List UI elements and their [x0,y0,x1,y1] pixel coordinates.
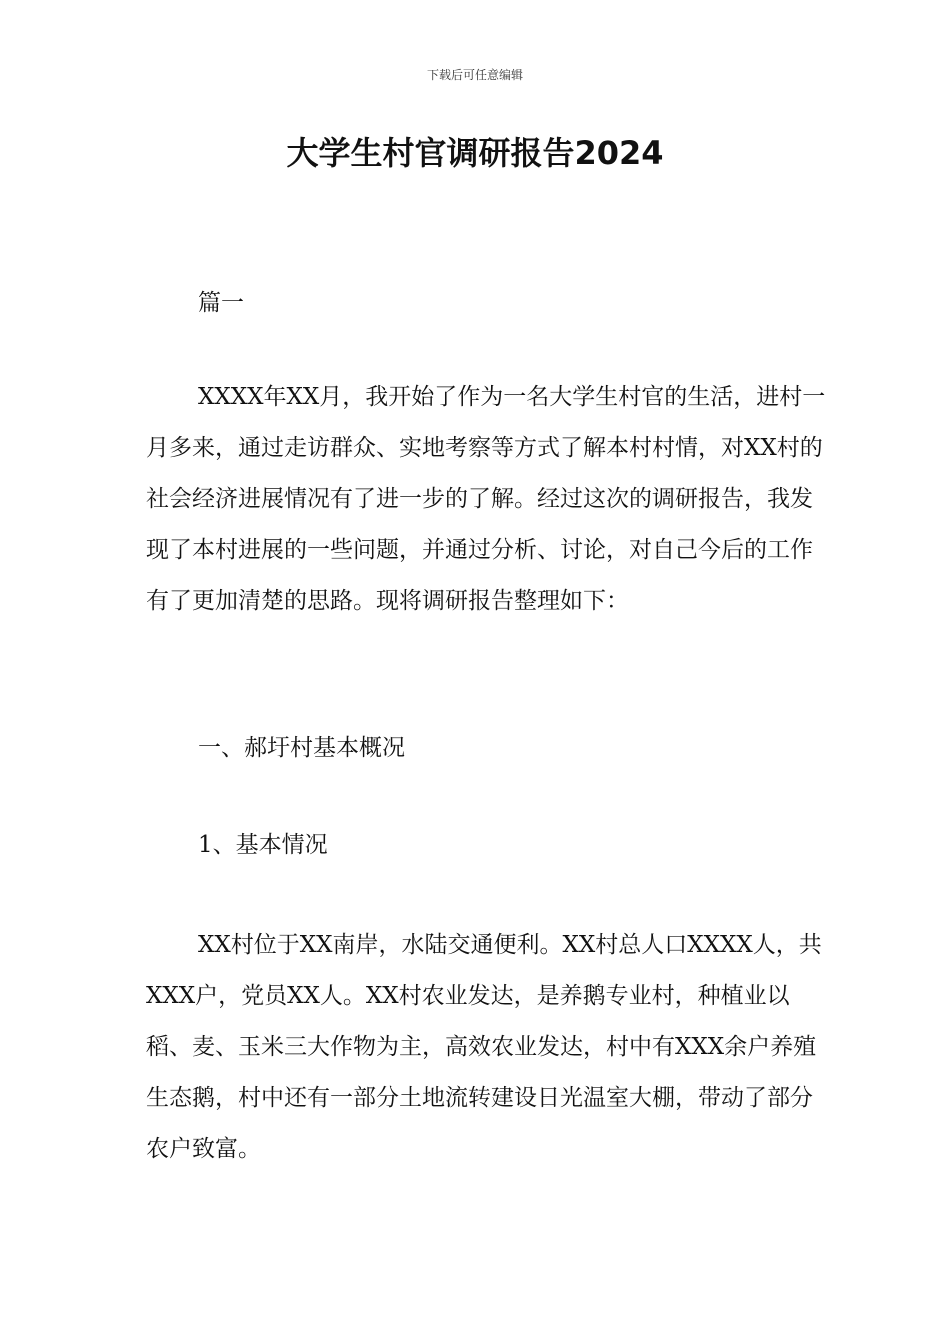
section-label: 篇一 [198,290,244,316]
section-heading-overview: 一、郝圩村基本概况 [198,735,405,761]
subsection-heading-basic: 1、基本情况 [198,832,328,858]
intro-paragraph: XXXX年XX月，我开始了作为一名大学生村官的生活，进村一月多来，通过走访群众、实地考察等方式了解本村村情，对XX村的社会经济进展情况有了进一步的了解。经过这次的调研报告，我发现了本村进展的一些问题，并通过分析、讨论，对自己今后的工作有了更加清楚的思路。现将调研报告整理如下： [146,384,826,614]
basic-info-paragraph: XX村位于XX南岸，水陆交通便利。XX村总人口XXXX人，共XXX户，党员XX人。XX村农业发达，是养鹅专业村，种植业以稻、麦、玉米三大作物为主，高效农业发达，村中有XXX余户养殖生态鹅，村中还有一部分土地流转建设日光温室大棚，带动了部分农户致富。 [146,932,822,1162]
header-note: 下载后可任意编辑 [426,68,523,82]
document-title: 大学生村官调研报告2024 [286,134,664,172]
